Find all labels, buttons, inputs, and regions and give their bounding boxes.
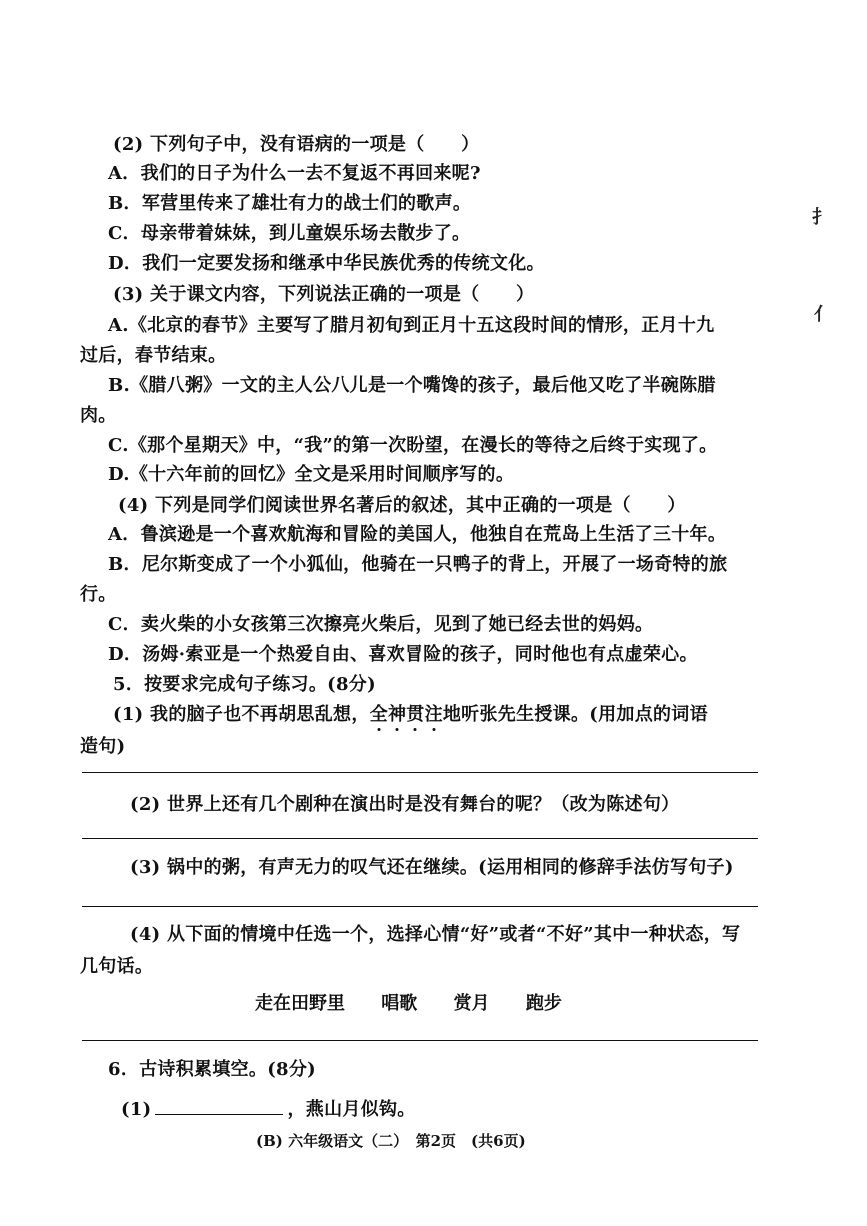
q4-2-option-d: D．我们一定要发扬和继承中华民族优秀的传统文化。 (108, 253, 545, 274)
scenario-item: 走在田野里 (255, 993, 345, 1014)
q5-1-answer-line[interactable] (82, 772, 758, 773)
q5-title: 5．按要求完成句子练习。(8分) (113, 674, 376, 695)
q5-2-sentence: (2) 世界上还有几个剧种在演出时是没有舞台的呢？（改为陈述句） (130, 794, 680, 815)
edge-mark-1: 扌 (812, 207, 830, 228)
q5-1-post: 地听张先生授课。(用加点的词语 (442, 704, 708, 725)
q6-1-line (121, 1096, 416, 1122)
q4-3-option-b-line1: B.《腊八粥》一文的主人公八儿是一个嘴馋的孩子，最后他又吃了半碗陈腊 (108, 375, 716, 396)
q6-1-blank[interactable] (155, 1096, 283, 1115)
q5-1-pre: (1) 我的脑子也不再胡思乱想， (113, 704, 370, 725)
q5-1-sentence (113, 703, 708, 727)
dot-char-3: 贯 (406, 704, 425, 725)
q4-2-option-a: A．我们的日子为什么一去不复返不再回来呢? (108, 163, 481, 184)
dot-char-2: 神 (387, 704, 407, 725)
q5-3-answer-line[interactable] (82, 906, 758, 907)
scenario-item: 赏月 (453, 993, 490, 1014)
q4-4-option-a: A．鲁滨逊是一个喜欢航海和冒险的美国人，他独自在荒岛上生活了三十年。 (108, 524, 727, 545)
q4-3-stem: (3) 关于课文内容，下列说法正确的一项是（ ） (113, 284, 535, 305)
q4-4-option-b-line2: 行。 (80, 584, 117, 605)
q6-1-text: ，燕山月似钩。 (287, 1099, 416, 1120)
q4-2-option-b: B．军营里传来了雄壮有力的战士们的歌声。 (108, 193, 472, 214)
q4-3-option-a-line1: A.《北京的春节》主要写了腊月初旬到正月十五这段时间的情形，正月十九 (108, 315, 715, 336)
q5-2-answer-line[interactable] (82, 838, 758, 839)
q5-4-line2: 几句话。 (80, 956, 154, 977)
q5-3-sentence: (3) 锅中的粥，有声无力的叹气还在继续。(运用相同的修辞手法仿写句子) (130, 857, 734, 878)
q4-4-option-d: D．汤姆·索亚是一个热爱自由、喜欢冒险的孩子，同时他也有点虚荣心。 (108, 644, 698, 665)
q4-2-option-c: C．母亲带着妹妹，到儿童娱乐场去散步了。 (108, 223, 471, 244)
q5-1-line2: 造句) (80, 736, 126, 757)
q4-3-option-c: C.《那个星期天》中，“我”的第一次盼望，在漫长的等待之后终于实现了。 (108, 435, 718, 456)
page-footer: (B) 六年级语文（二） 第2页 (共6页) (256, 1132, 526, 1150)
q4-4-option-b-line1: B．尼尔斯变成了一个小狐仙，他骑在一只鸭子的背上，开展了一场奇特的旅 (108, 554, 728, 575)
q5-1-dotted-word (370, 704, 443, 725)
q4-4-stem: (4) 下列是同学们阅读世界名著后的叙述，其中正确的一项是（ ） (118, 495, 686, 516)
q5-4-line1: (4) 从下面的情境中任选一个，选择心情“好”或者“不好”其中一种状态，写 (130, 924, 741, 945)
q4-2-stem: (2) 下列句子中，没有语病的一项是（ ） (113, 134, 480, 155)
dot-char-1: 全 (369, 704, 388, 725)
q4-3-option-b-line2: 肉。 (80, 405, 117, 426)
scenario-item: 跑步 (525, 993, 562, 1014)
scenario-item: 唱歌 (381, 993, 418, 1014)
dot-char-4: 注 (424, 704, 443, 725)
q4-4-option-c: C．卖火柴的小女孩第三次擦亮火柴后，见到了她已经去世的妈妈。 (108, 614, 654, 635)
q4-3-option-d: D.《十六年前的回忆》全文是采用时间顺序写的。 (108, 464, 515, 485)
q5-4-scenarios (255, 989, 592, 1015)
q5-4-answer-line[interactable] (82, 1040, 758, 1041)
edge-mark-2: 亻 (814, 304, 832, 325)
q4-3-option-a-line2: 过后，春节结束。 (80, 345, 227, 366)
q6-title: 6．古诗积累填空。(8分) (108, 1059, 316, 1080)
q6-1-label: (1) (121, 1099, 152, 1120)
